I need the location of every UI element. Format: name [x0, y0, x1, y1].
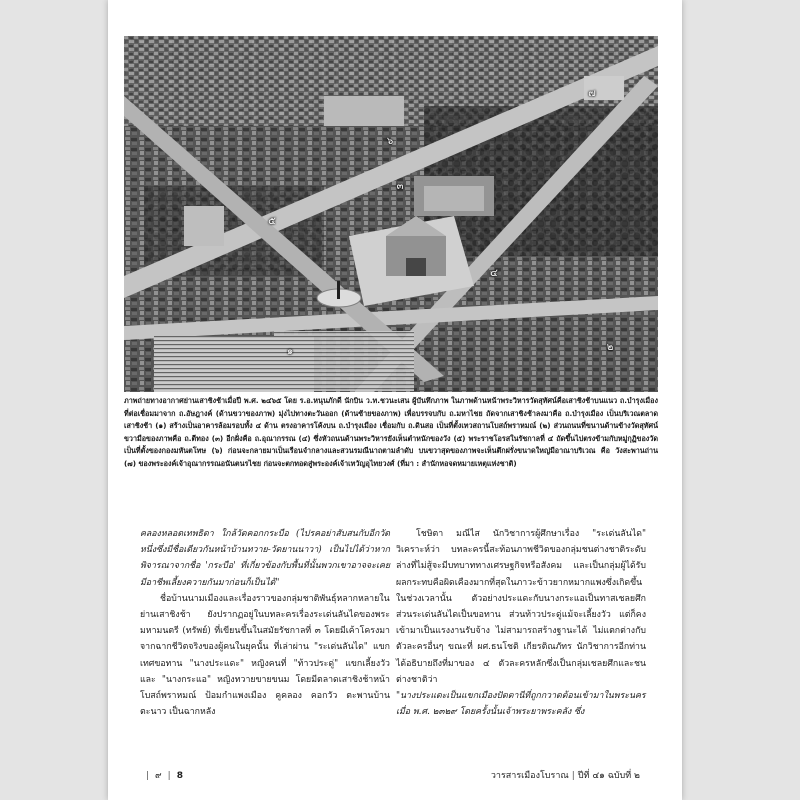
left-paragraph: ชื่อบ้านนามเมืองและเรื่องราวของกลุ่มชาติพันธุ์หลากหลายในย่านเสาชิงช้า ยังปรากฏอยู่ในบทละครเรื่องระเด่นลันไดของพระมหามนตรี (ทรัพย์) ที่เขียนขึ้นในสมัยรัชกาลที่ ๓ โดยมีเค้าโครงมาจากฉากชีวิตจริงของผู้คนในยุคนั้น ที่เล่าผ่าน "ระเด่นลันได" แขกเทศขอทาน "นางประแดะ" หญิงคนที่ "ท้าวประดู่" แขกเลี้ยงวัว และ "นางกระแอ" หญิงทวายขายขนม โดยมีตลาดเสาชิงช้าหน้าโบสถ์พราหมณ์ ป้อมกำแพงเมือง คูคลอง คอกวัว ตะพานบ้านตะนาว เป็นฉากหลัง	[140, 593, 390, 718]
right-italic-quote: "นางประแดะเป็นแขกเมืองปัตตานีที่ถูกกวาดต้อนเข้ามาในพระนครเมื่อ พ.ศ. ๒๓๒๙ โดยครั้งนั้นเจ้าพระยาพระคลัง ซึ่ง	[396, 691, 646, 718]
running-footer	[490, 768, 640, 782]
aerial-photo-image	[124, 36, 658, 392]
issue-info: ปีที่ ๔๑ ฉบับที่ ๒	[577, 771, 640, 781]
page-number	[140, 768, 183, 782]
right-paragraph: โชษิตา มณีไส นักวิชาการผู้ศึกษาเรื่อง "ระเด่นลันได" วิเคราะห์ว่า บทละครนี้สะท้อนภาพชีวิตของกลุ่มชนต่างชาติระดับล่างที่ไม่สู้จะมีบทบาททางเศรษฐกิจหรือสังคม และเป็นกลุ่มผู้ได้รับผลกระทบคือผิดเคืองมากที่สุดในภาวะข้าวยากหมากแพงซึ่งเกิดขึ้นในช่วงเวลานั้น ตัวอย่างประแดะกับนางกระแอเป็นทาสเชลยศึก ส่วนระเด่นลันไดเป็นขอทาน ส่วนท้าวประดู่แม้จะเลี้ยงวัว แต่ก็คงเข้ามาเป็นแรงงานรับจ้าง ไม่สามารถสร้างฐานะได้ ไม่แตกต่างกับตัวละครอื่นๆ ขณะที่ ผศ.ธนโชติ เกียรติณภัทร นักวิชาการอีกท่านได้อธิบายถึงที่มาของ ๔ ตัวละครหลักซึ่งเป็นกลุ่มเชลยศึกและชนต่างชาติว่า	[396, 529, 646, 685]
page-number-thai: ๙	[155, 771, 162, 781]
photo-marker-4: ๔	[490, 268, 498, 279]
photo-marker-2: ๒	[606, 342, 614, 353]
right-column	[396, 526, 646, 720]
aerial-photo	[124, 36, 658, 392]
photo-marker-6: ๖	[386, 136, 394, 147]
left-italic-quote: คลองหลอดเทพธิดา ใกล้วัดคอกกระบือ (ไปรคอย่าสับสนกับอีกวัดหนึ่งซึ่งมีชื่อเดียวกันหน้าบ้านทวาย-วัดยานนาวา) เป็นไปได้ว่าหากพิจารณาจากชื่อ 'กระบือ' ที่เกี่ยวข้องกับพื้นที่นั้นพวกเขาอาจจะเคยมีอาชีพเลี้ยงควายกันมาก่อนก็เป็นได้"	[140, 529, 390, 588]
photo-marker-1: ๑	[286, 346, 294, 357]
photo-marker-5: ๕	[268, 216, 276, 227]
photo-marker-7: ๗	[588, 88, 596, 99]
photo-marker-3: ๓	[396, 181, 404, 192]
photo-caption: ภาพถ่ายทางอากาศย่านเสาชิงช้าเมื่อปี พ.ศ. ๒๔๖๕ โดย ร.อ.หนุนภักดี นักบิน ว.ท.ชวนะเสน ผู้บันทึกภาพ ในภาพด้านหน้าพระวิหารวัดสุทัศน์คือเสาชิงช้าบนแนว ถ.บำรุงเมือง ที่ต่อเชื่อมมาจาก ถ.อัษฎางค์ (ด้านขวาของภาพ) มุ่งไปทางตะวันออก (ด้านซ้ายของภาพ) เพื่อบรรจบกับ ถ.มหาไชย ถัดจากเสาชิงช้าลงมาคือ ถ.บำรุงเมือง เป็นบริเวณตลาดเสาชิงช้า (๑) สร้างเป็นอาคารล้อมรอบทั้ง ๔ ด้าน ตรงอาคารโค้งบน ถ.บำรุงเมือง เชื่อมกับ ถ.ดินสอ เป็นที่ตั้งเทวสถานโบสถ์พราหมณ์ (๒) ส่วนถนนที่ขนานด้านข้างวัดสุทัศน์ ขวามือของภาพคือ ถ.ตีทอง (๓) อีกฝั่งคือ ถ.อุณากรรณ (๔) ซึ่งหัวถนนด้านพระวิหารยังเห็นตำหนักของวัง (๕) พระราชโอรสในรัชกาลที่ ๔ ถัดขึ้นไปตรงข้ามกับหมู่กุฏิของวัดเป็นที่ตั้งของกองมหันตโทษ (๖) ก่อนจะกลายมาเป็นเรือนจำกลางและสวนรมณีนาถตามลำดับ บนขวาสุดของภาพจะเห็นตึกฝรั่งขนาดใหญ่มีอาณาบริเวณ คือ วังสะพานถ่าน (๗) ของพระองค์เจ้าอุณากรรณอนันตนรไชย ก่อนจะตกทอดสู่พระองค์เจ้าเทวัญอุไทยวงศ์ (ที่มา : สำนักหอจดหมายเหตุแห่งชาติ)	[124, 396, 658, 468]
footer-divider: |	[146, 771, 150, 781]
footer-divider: |	[571, 771, 575, 781]
magazine-name: วารสารเมืองโบราณ	[490, 771, 569, 781]
footer-divider: |	[167, 771, 171, 781]
page-number-arabic: 8	[176, 771, 183, 781]
left-column	[140, 526, 390, 720]
